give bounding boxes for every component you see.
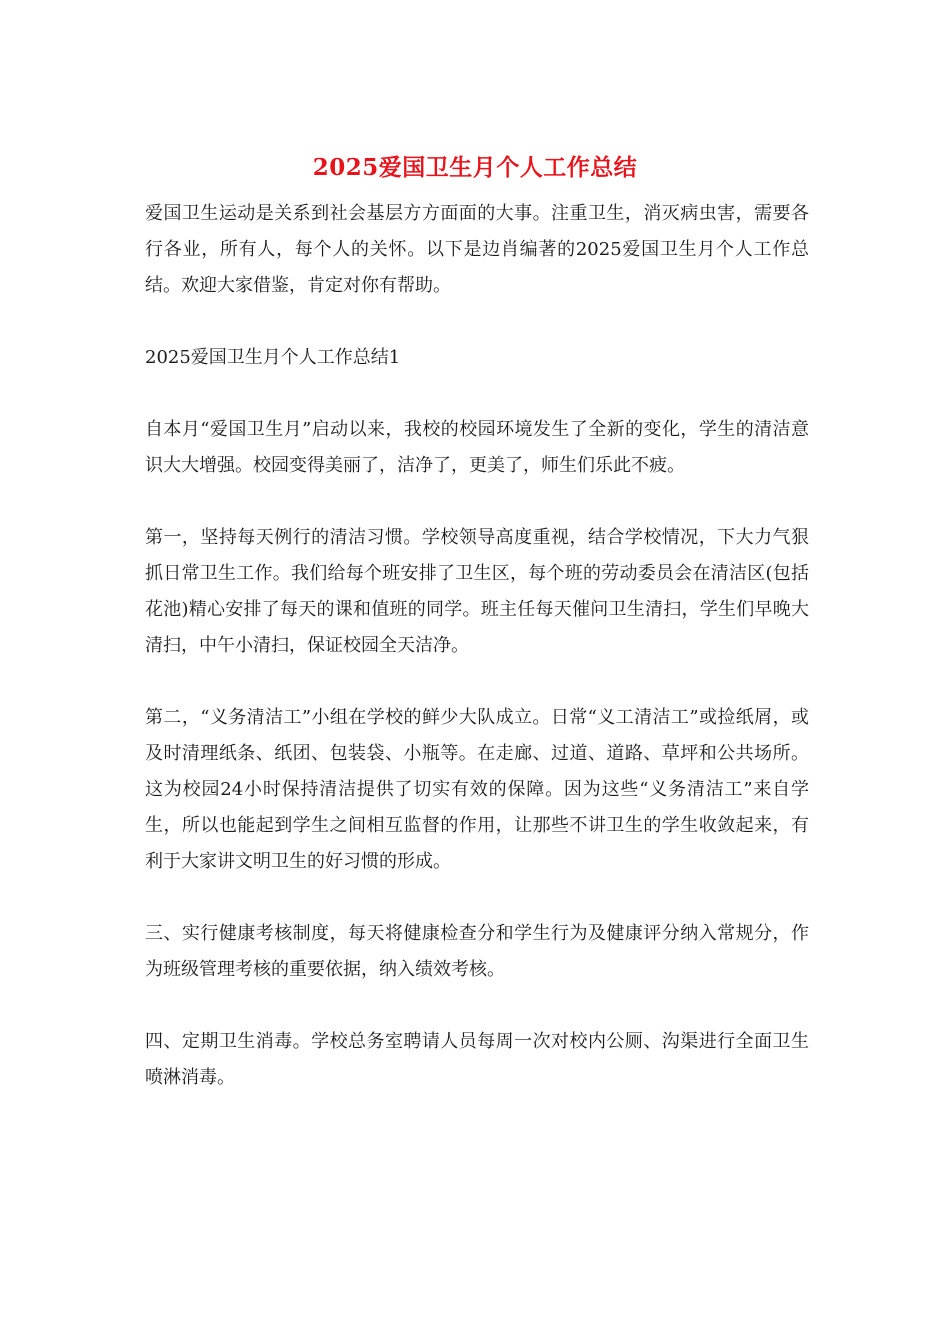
body-paragraph: 三、实行健康考核制度，每天将健康检查分和学生行为及健康评分纳入常规分，作为班级管理考核的重要依据，纳入绩效考核。 (145, 923, 809, 980)
document-title: 2025爱国卫生月个人工作总结 (312, 154, 638, 181)
document-body (145, 196, 809, 1132)
section-heading: 2025爱国卫生月个人工作总结1 (145, 347, 401, 368)
intro-paragraph: 爱国卫生运动是关系到社会基层方方面面的大事。注重卫生，消灭病虫害，需要各行各业，所有人，每个人的关怀。以下是边肖编著的2025爱国卫生月个人工作总结。欢迎大家借鉴，肯定对你有帮助。 (145, 203, 809, 296)
body-paragraph: 第二，“义务清洁工”小组在学校的鲜少大队成立。日常“义工清洁工”或捡纸屑，或及时清理纸条、纸团、包装袋、小瓶等。在走廊、过道、道路、草坪和公共场所。这为校园24小时保持清洁提供了切实有效的保障。因为这些“义务清洁工”来自学生，所以也能起到学生之间相互监督的作用，让那些不讲卫生的学生收敛起来，有利于大家讲文明卫生的好习惯的形成。 (145, 707, 809, 872)
body-paragraph: 四、定期卫生消毒。学校总务室聘请人员每周一次对校内公厕、沟渠进行全面卫生喷淋消毒。 (145, 1031, 809, 1088)
body-paragraph: 自本月“爱国卫生月”启动以来，我校的校园环境发生了全新的变化，学生的清洁意识大大增强。校园变得美丽了，洁净了，更美了，师生们乐此不疲。 (145, 419, 809, 476)
body-paragraph: 第一，坚持每天例行的清洁习惯。学校领导高度重视，结合学校情况，下大力气狠抓日常卫生工作。我们给每个班安排了卫生区，每个班的劳动委员会在清洁区(包括花池)精心安排了每天的课和值班的同学。班主任每天催问卫生清扫，学生们早晚大清扫，中午小清扫，保证校园全天洁净。 (145, 527, 809, 656)
